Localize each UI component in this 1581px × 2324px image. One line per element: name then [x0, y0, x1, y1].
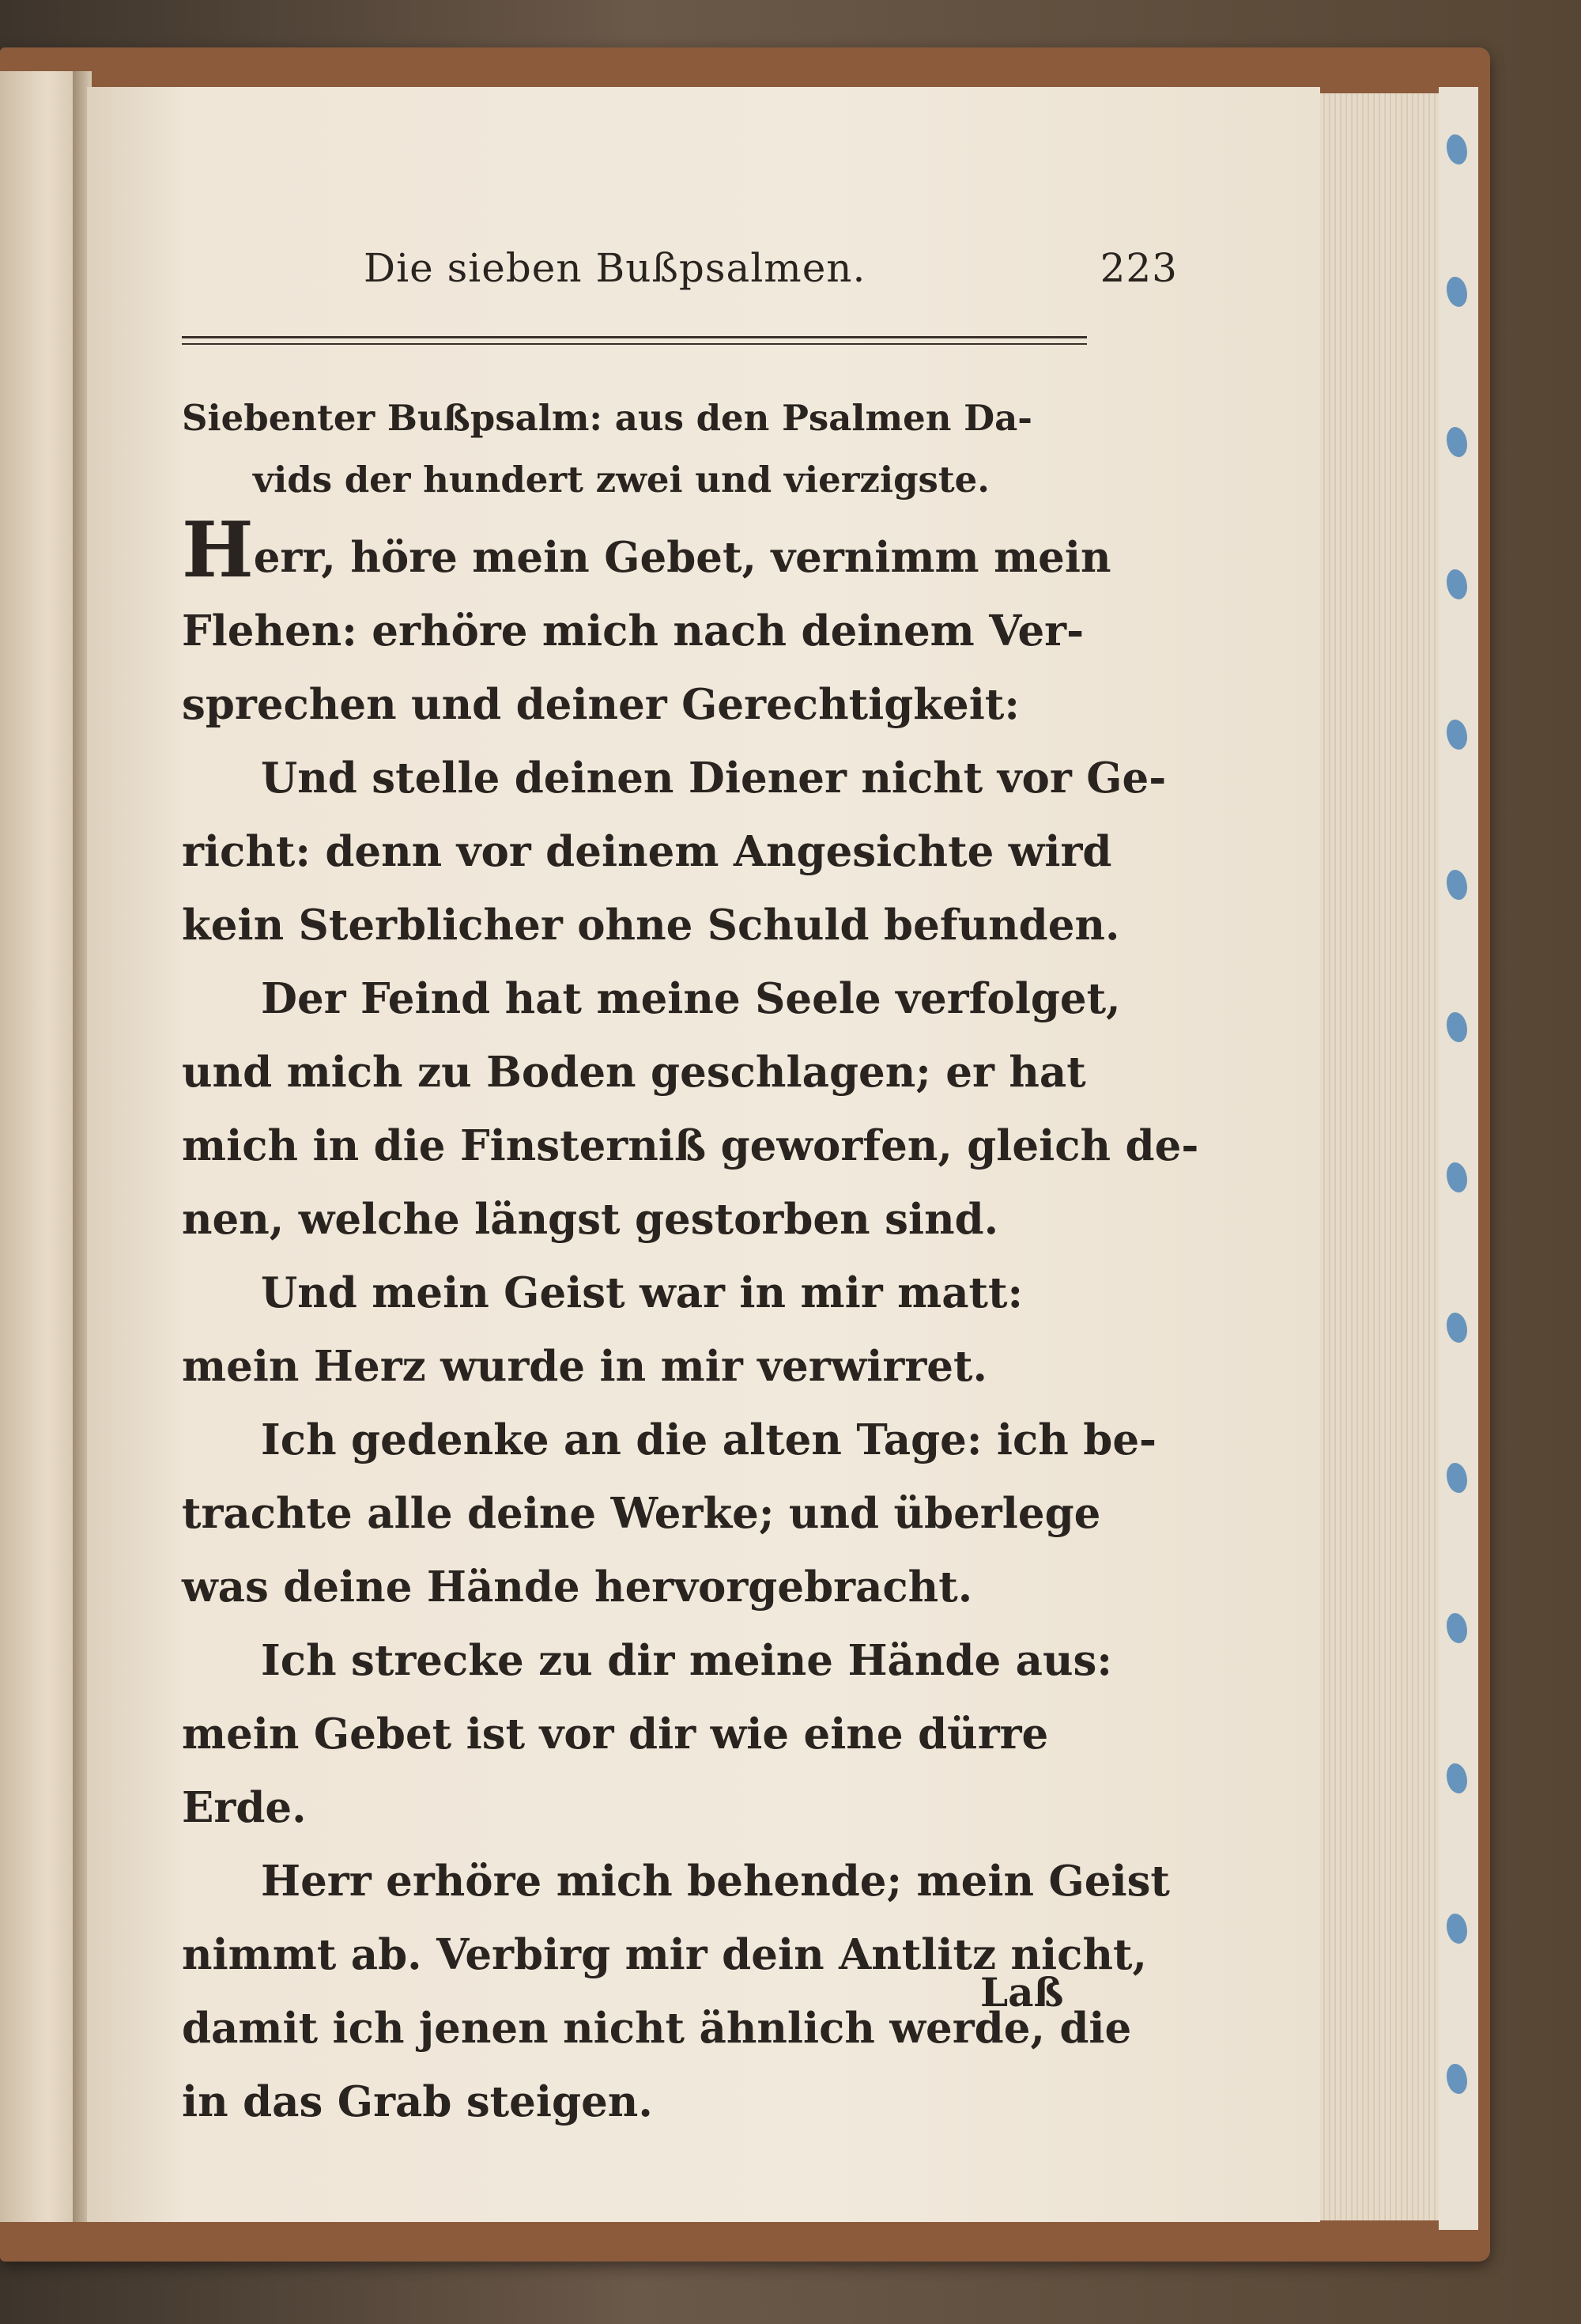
verse-line: Erde.	[182, 1783, 307, 1832]
endpaper-pattern-mark	[1447, 1313, 1467, 1343]
verse-line: sprechen und deiner Gerechtigkeit:	[182, 680, 1020, 729]
endpaper-pattern-mark	[1447, 1763, 1467, 1793]
catchword: Laß	[980, 1969, 1064, 2016]
psalm-heading-line: vids der hundert zwei und vierzigste.	[253, 459, 990, 501]
verse-line: Und mein Geist war in mir matt:	[261, 1268, 1024, 1317]
verse-line: trachte alle deine Werke; und überlege	[182, 1489, 1101, 1538]
verse-line: Und stelle deinen Diener nicht vor Ge-	[261, 754, 1167, 803]
endpaper-pattern-mark	[1447, 1012, 1467, 1042]
page-edges	[1320, 93, 1440, 2220]
verse-line: Der Feind hat meine Seele verfolget,	[261, 974, 1121, 1023]
endpaper-pattern-mark	[1447, 1914, 1467, 1944]
verse-paragraph	[182, 505, 1115, 742]
endpaper-pattern-mark	[1447, 720, 1467, 750]
endpaper-pattern-mark	[1447, 2064, 1467, 2094]
endpaper-pattern-mark	[1447, 569, 1467, 599]
endpaper-pattern-mark	[1447, 870, 1467, 900]
psalm-heading	[182, 387, 1099, 511]
verse-line: mein Gebet ist vor dir wie eine dürre	[182, 1710, 1049, 1759]
verse-paragraph	[182, 1624, 1115, 1845]
endpaper-pattern-mark	[1447, 1463, 1467, 1493]
running-head-title: Die sieben Bußpsalmen.	[364, 245, 866, 291]
endpaper-pattern-mark	[1447, 277, 1467, 307]
running-head	[182, 237, 1178, 308]
verse-line: Herr erhöre mich behende; mein Geist	[261, 1857, 1170, 1906]
endpaper-pattern-mark	[1447, 134, 1467, 164]
drop-cap: H	[182, 505, 254, 595]
endpaper-pattern-mark	[1447, 1162, 1467, 1192]
marbled-endpaper	[1439, 87, 1478, 2230]
verse-line: Ich gedenke an die alten Tage: ich be-	[261, 1415, 1157, 1464]
verse-line: Herr, höre mein Gebet, vernimm mein	[182, 505, 1111, 595]
verse-line: mich in die Finsterniß geworfen, gleich de-	[182, 1121, 1199, 1170]
left-page-edge	[0, 71, 75, 2222]
verse-line: damit ich jenen nicht ähnlich werde, die	[182, 2004, 1132, 2053]
verse-paragraph	[182, 742, 1167, 962]
page-number: 223	[1100, 245, 1178, 291]
verse-line: kein Sterblicher ohne Schuld befunden.	[182, 901, 1120, 950]
verse-line: was deine Hände hervorgebracht.	[182, 1563, 973, 1612]
verse-line: Flehen: erhöre mich nach deinem Ver-	[182, 607, 1085, 656]
verse-paragraph	[182, 1256, 1115, 1404]
endpaper-pattern-mark	[1447, 1613, 1467, 1643]
verse-paragraph	[182, 1845, 1170, 2139]
text-block	[182, 237, 1199, 2139]
verse-line: mein Herz wurde in mir verwirret.	[182, 1342, 987, 1391]
verse-line: Ich strecke zu dir meine Hände aus:	[261, 1636, 1112, 1685]
psalm-heading-line: Siebenter Bußpsalm: aus den Psalmen Da-	[182, 397, 1032, 439]
verse-paragraph	[182, 1404, 1157, 1624]
verse-line: nimmt ab. Verbirg mir dein Antlitz nicht,	[182, 1930, 1147, 1979]
verse-paragraph	[182, 962, 1199, 1256]
verse-line: in das Grab steigen.	[182, 2077, 653, 2126]
verse-line: und mich zu Boden geschlagen; er hat	[182, 1048, 1086, 1097]
header-rule	[182, 336, 1087, 345]
endpaper-pattern-mark	[1447, 427, 1467, 457]
verse-line: nen, welche längst gestorben sind.	[182, 1195, 999, 1244]
verse-line: richt: denn vor deinem Angesichte wird	[182, 827, 1112, 876]
